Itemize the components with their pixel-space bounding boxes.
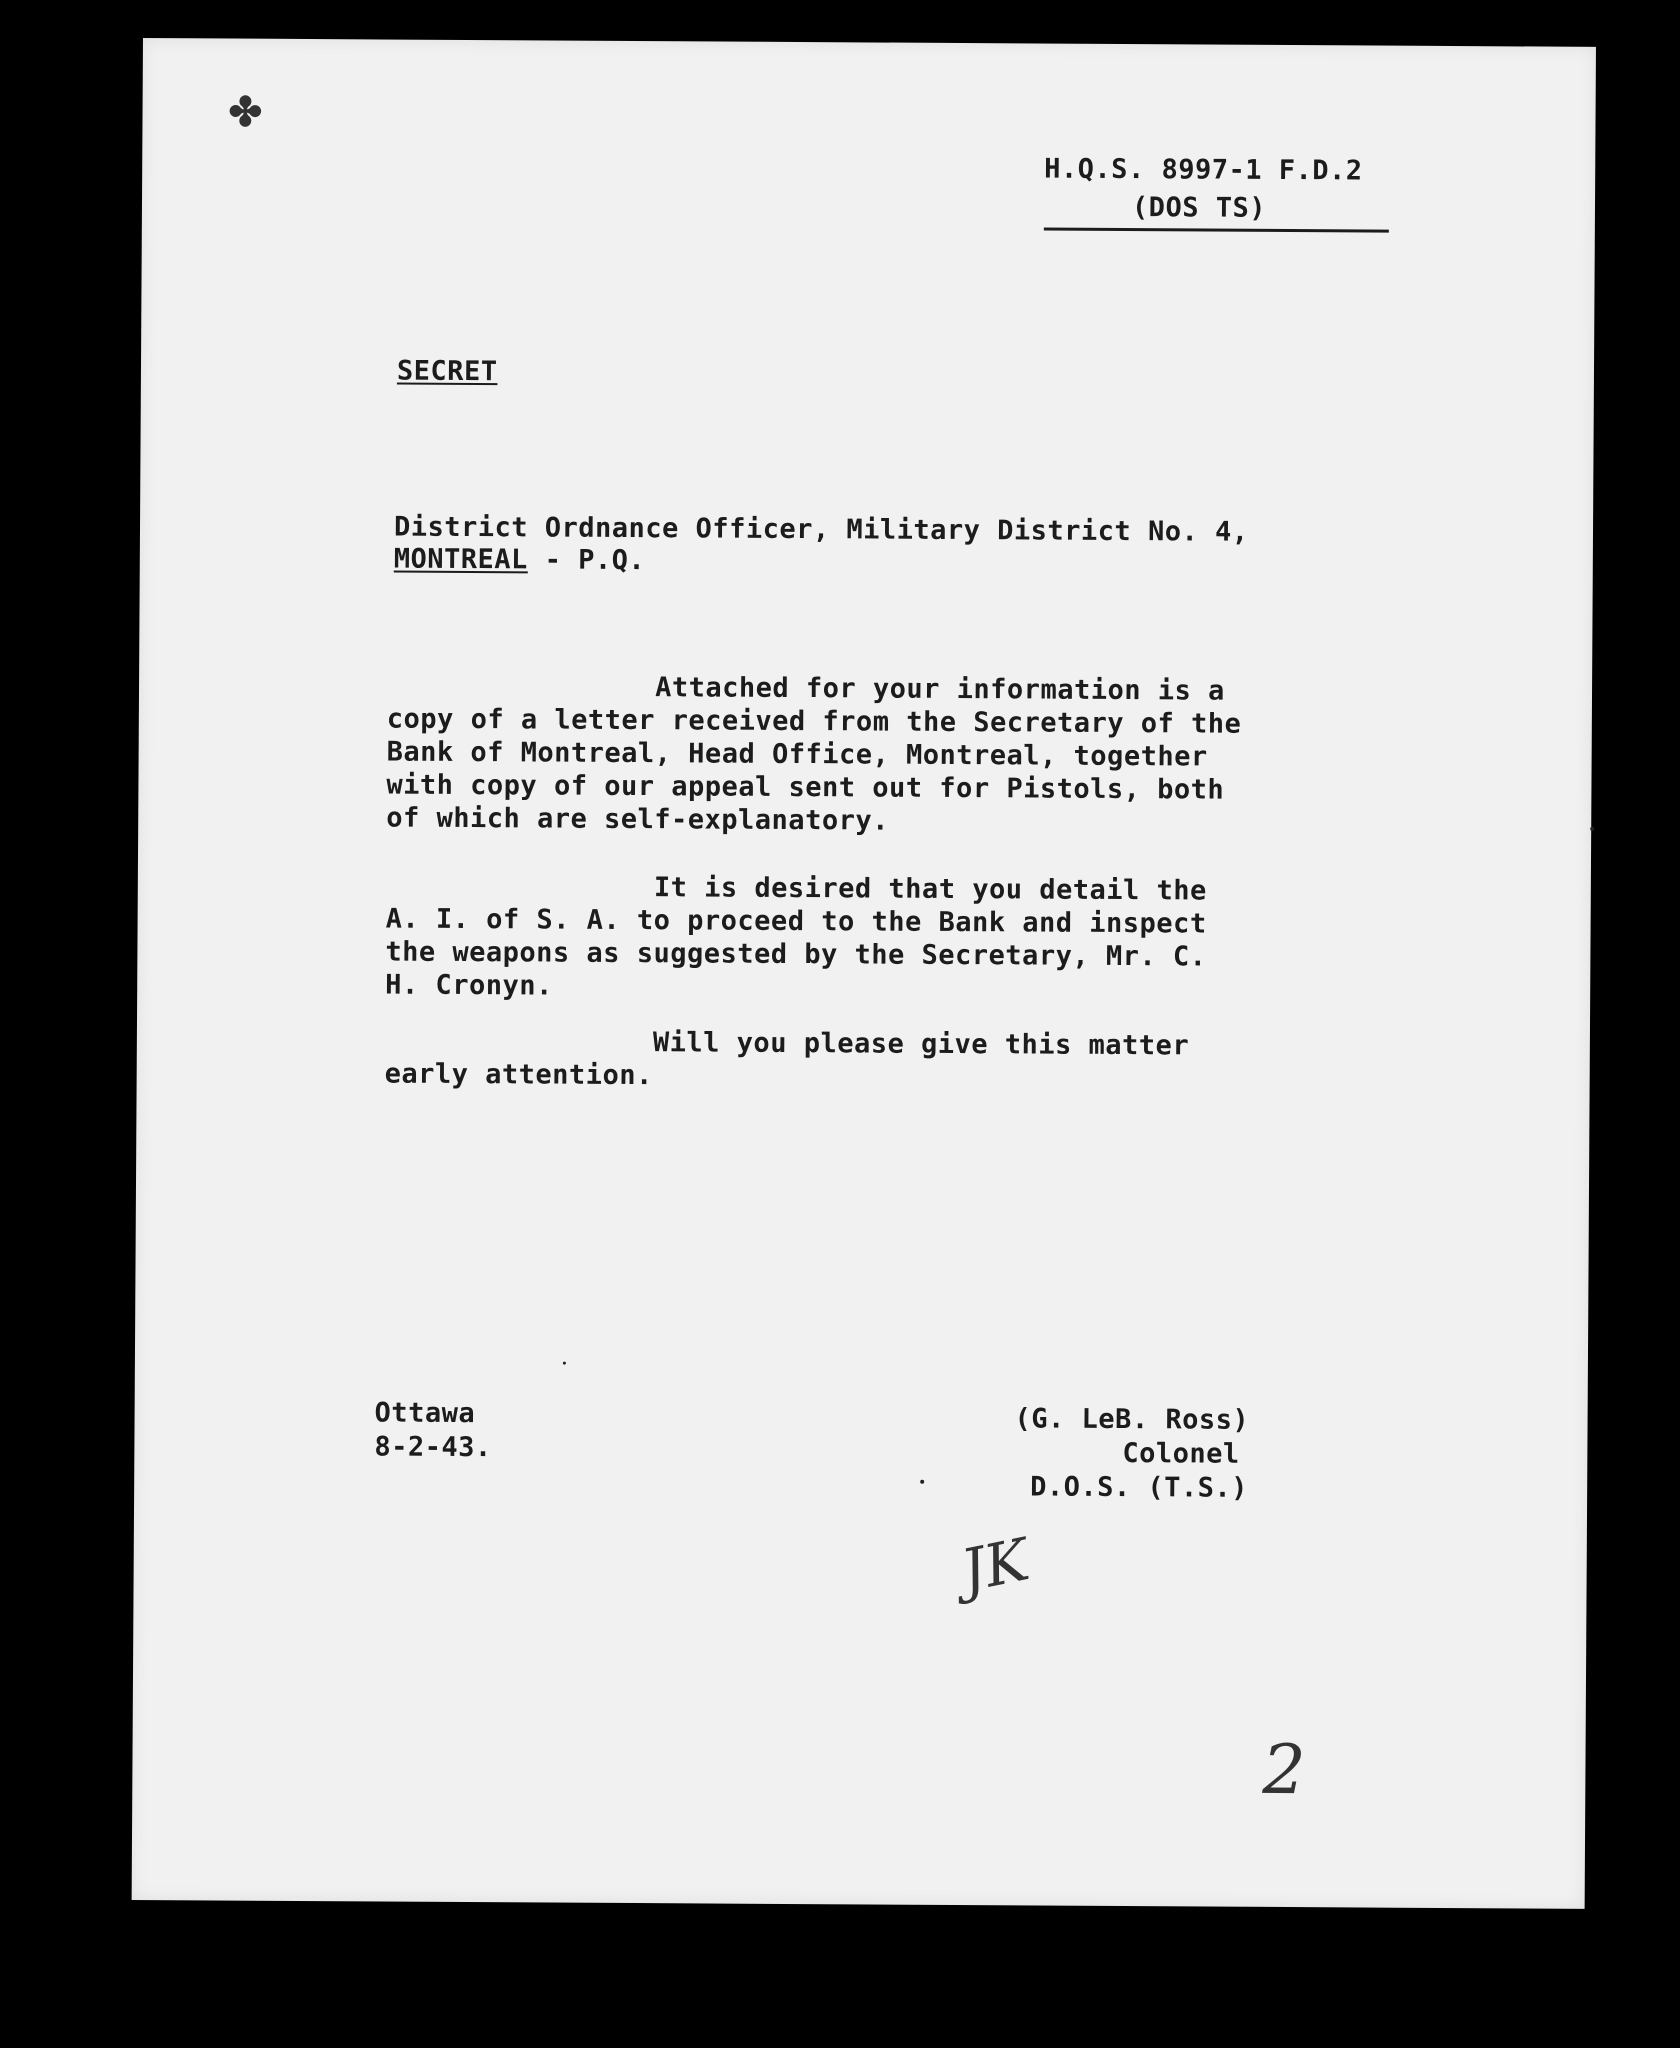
body-line: It is desired that you detail the [385,870,1207,907]
place: Ottawa [374,1397,476,1430]
addressee-city: MONTREAL [393,543,528,576]
body-paragraph-3 [385,1024,1190,1095]
body-line: the weapons as suggested by the Secretary, Mr. C. [385,936,1207,973]
paper-speck [563,1362,566,1365]
signatory-name: (G. LeB. Ross) [1014,1403,1250,1436]
paper-speck [1590,827,1594,831]
body-line: H. Cronyn. [385,969,553,1002]
signatory-appointment: D.O.S. (T.S.) [1030,1471,1249,1504]
reference-underline [1044,228,1389,233]
handwritten-initials: JK [955,1525,1035,1606]
handwritten-page-number: 2 [1262,1730,1306,1811]
addressee-province: - P.Q. [527,544,646,577]
paper-speck [920,1480,924,1484]
body-paragraph-2 [385,869,1207,1006]
body-line: with copy of our appeal sent out for Pistols, both [386,769,1225,806]
classification-marking: SECRET [396,355,498,388]
addressee-location [394,544,646,578]
corner-mark-icon: ✤ [228,88,263,136]
document-page [132,38,1596,1909]
body-paragraph-1 [386,670,1242,840]
file-reference-number: H.Q.S. 8997-1 F.D.2 [1044,153,1363,187]
body-line: Attached for your information is a [386,670,1225,707]
body-line: copy of a letter received from the Secretary of the [386,703,1242,740]
body-line: Bank of Montreal, Head Office, Montreal, together [386,736,1208,773]
signatory-rank: Colonel [1122,1438,1240,1470]
body-line: early attention. [384,1058,653,1092]
body-line: Will you please give this matter [384,1025,1190,1062]
addressee-line: District Ordnance Officer, Military District No. 4, [393,511,1249,548]
branch-reference: (DOS TS) [1131,192,1267,224]
body-line: A. I. of S. A. to proceed to the Bank and inspect [385,903,1207,940]
date: 8-2-43. [374,1431,492,1464]
body-line: of which are self-explanatory. [386,802,889,837]
